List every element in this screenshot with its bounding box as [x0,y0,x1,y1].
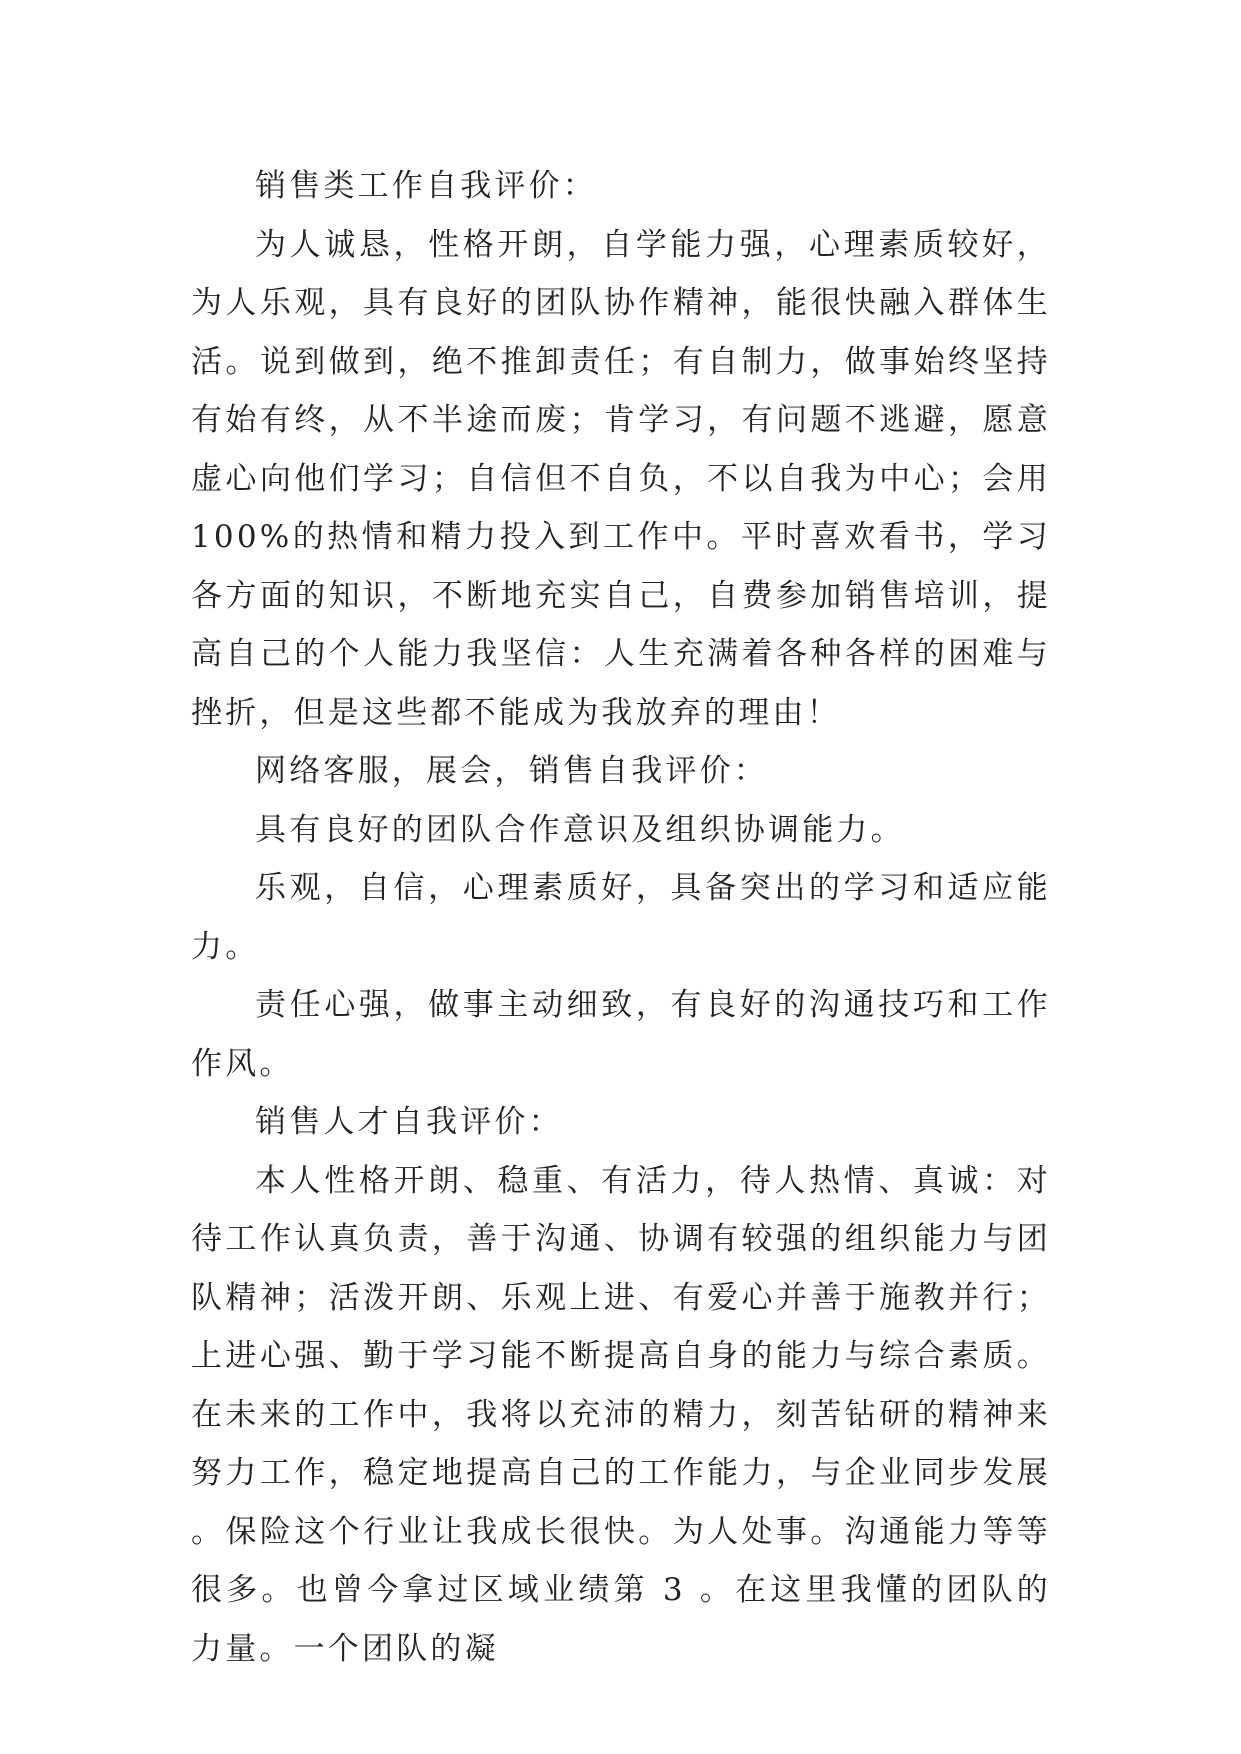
paragraph-sales-work-evaluation: 为人诚恳，性格开朗，自学能力强，心理素质较好，为人乐观，具有良好的团队协作精神，能很快融入群体生活。说到做到，绝不推卸责任；有自制力，做事始终坚持有始有终，从不半途而废；肯学习，有问题不逃避，愿意虚心向他们学习；自信但不自负，不以自我为中心；会用 100%的热情和精力投入到工作中。平时喜欢看书，学习各方面的知识，不断地充实自己，自费参加销售培训，提高自己的个人能力我坚信：人生充满着各种各样的困难与挫折，但是这些都不能成为我放弃的理由！ [191,226,1051,731]
paragraph-responsibility: 责任心强，做事主动细致，有良好的沟通技巧和工作作风。 [191,987,1051,1082]
paragraph-optimism: 乐观，自信，心理素质好，具备突出的学习和适应能力。 [191,870,1051,965]
document-body [191,157,1051,1678]
paragraph-teamwork: 具有良好的团队合作意识及组织协调能力。 [255,811,905,848]
heading-sales-work-evaluation: 销售类工作自我评价： [255,168,597,204]
heading-sales-talent-evaluation: 销售人才自我评价： [255,1104,563,1140]
heading-online-service-evaluation: 网络客服，展会，销售自我评价： [255,753,768,789]
paragraph-sales-talent-evaluation: 本人性格开朗、稳重、有活力，待人热情、真诚：对待工作认真负责，善于沟通、协调有较强的组织能力与团队精神；活泼开朗、乐观上进、有爱心并善于施教并行；上进心强、勤于学习能不断提高自身的能力与综合素质。在未来的工作中，我将以充沛的精力，刻苦钻研的精神来努力工作，稳定地提高自己的工作能力，与企业同步发展。保险这个行业让我成长很快。为人处事。沟通能力等等很多。也曾今拿过区域业绩第 3 。在这里我懂的团队的力量。一个团队的凝 [191,1162,1051,1667]
